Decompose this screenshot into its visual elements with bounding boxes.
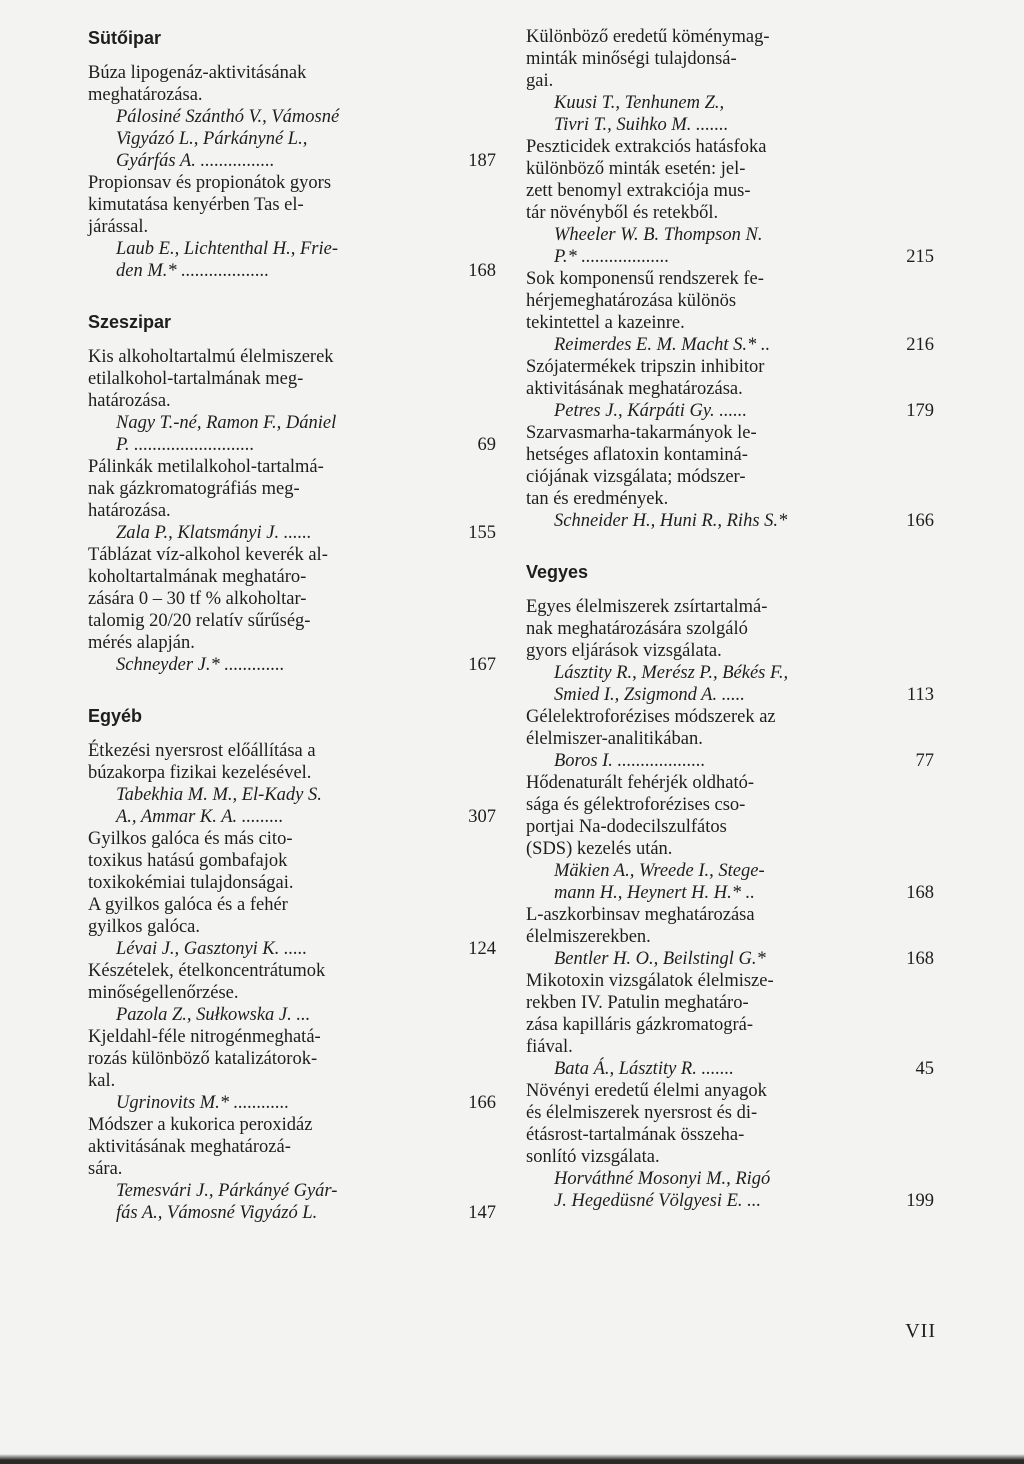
entry-page-number: 199 [906, 1191, 934, 1211]
entry-authors [526, 224, 882, 268]
entry-author-line: Bentler H. O., Beilstingl G.* [554, 949, 766, 969]
entry-authors-row [526, 92, 934, 136]
entry-page-number: 215 [906, 247, 934, 267]
entry-authors [526, 1168, 882, 1212]
entry-authors [526, 662, 882, 706]
entry-title [526, 356, 934, 400]
entry-title-line: Peszticidek extrakciós hatásfoka [526, 137, 767, 157]
entry-title-line: aktivitásának meghatározása. [526, 379, 743, 399]
entry-title-line: sára. [88, 1159, 123, 1179]
entry-title-line: toxikus hatású gombafajok [88, 851, 288, 871]
entry-authors [88, 412, 444, 456]
entry-title-line: gyors eljárások vizsgálata. [526, 641, 722, 661]
left-column [88, 26, 496, 1224]
entry-page-number: 307 [468, 807, 496, 827]
entry-authors-row [88, 1092, 496, 1114]
entry-title-line: élelmiszer-analitikában. [526, 729, 703, 749]
index-entry [526, 596, 934, 706]
entry-title-line: Növényi eredetű élelmi anyagok [526, 1081, 767, 1101]
entry-title-line: meghatározása. [88, 85, 203, 105]
index-entry [526, 772, 934, 904]
entry-title-line: járással. [88, 217, 149, 237]
entry-title-line: fiával. [526, 1037, 573, 1057]
page-number: VII [905, 1320, 936, 1342]
entry-authors [88, 1092, 444, 1114]
entry-title-line: minőségellenőrzése. [88, 983, 239, 1003]
entry-author-line: Tivri T., Suihko M. ....... [554, 115, 729, 135]
entry-page-number: 216 [906, 335, 934, 355]
entry-authors-row [526, 1058, 934, 1080]
entry-author-line: Lásztity R., Merész P., Békés F., [554, 663, 789, 683]
entry-title [88, 62, 496, 106]
entry-title-line: Különböző eredetű köménymag- [526, 27, 770, 47]
entry-page-number: 77 [915, 751, 934, 771]
entry-title-line: sága és gélektroforézises cso- [526, 795, 746, 815]
entry-title [526, 1080, 934, 1168]
entry-title-line: koholtartalmának meghatáro- [88, 567, 307, 587]
entry-title-line: rekben IV. Patulin meghatáro- [526, 993, 749, 1013]
entry-title-line: tan és eredmények. [526, 489, 669, 509]
index-entry [88, 346, 496, 456]
entry-title-line: zása kapilláris gázkromatográ- [526, 1015, 754, 1035]
entry-title-line: hetséges aflatoxin kontaminá- [526, 445, 748, 465]
entry-title-line: és élelmiszerek nyersrost és di- [526, 1103, 758, 1123]
index-entry [526, 136, 934, 268]
entry-author-line: Petres J., Kárpáti Gy. ...... [554, 401, 748, 421]
entry-title-line: mérés alapján. [88, 633, 195, 653]
index-entry [88, 740, 496, 828]
index-entry [526, 1080, 934, 1212]
index-entry [526, 706, 934, 772]
entry-authors [526, 334, 882, 356]
entry-title-line: Egyes élelmiszerek zsírtartalmá- [526, 597, 768, 617]
entry-authors-row [526, 948, 934, 970]
index-entry [526, 268, 934, 356]
index-entry [88, 1114, 496, 1224]
index-entry [526, 356, 934, 422]
entry-author-line: Bata Á., Lásztity R. ....... [554, 1059, 734, 1079]
entry-title [526, 268, 934, 334]
entry-title-line: tár növényből és retekből. [526, 203, 719, 223]
entry-author-line: Mäkien A., Wreede I., Stege- [554, 861, 765, 881]
entry-author-line: Gyárfás A. ................ [116, 151, 275, 171]
entry-authors-row [526, 860, 934, 904]
entry-page-number: 168 [906, 949, 934, 969]
entry-author-line: Reimerdes E. M. Macht S.* .. [554, 335, 771, 355]
entry-page-number: 168 [468, 261, 496, 281]
index-entry [88, 828, 496, 960]
entry-author-line: Laub E., Lichtenthal H., Frie- [116, 239, 338, 259]
entry-title [88, 346, 496, 412]
entry-title-line: (SDS) kezelés után. [526, 839, 673, 859]
entry-title-line: határozása. [88, 391, 171, 411]
entry-authors-row [526, 400, 934, 422]
entry-title-line: Módszer a kukorica peroxidáz [88, 1115, 313, 1135]
section-heading: Egyéb [88, 706, 143, 726]
entry-title-line: Készételek, ételkoncentrátumok [88, 961, 326, 981]
entry-author-line: Pálosiné Szánthó V., Vámosné [116, 107, 340, 127]
entry-author-line: fás A., Vámosné Vigyázó L. [116, 1203, 318, 1223]
entry-authors [88, 784, 444, 828]
entry-title-line: kimutatása kenyérben Tas el- [88, 195, 304, 215]
entry-title-line: nak gázkromatográfiás meg- [88, 479, 300, 499]
entry-page-number: 187 [468, 151, 496, 171]
entry-author-line: Pazola Z., Sułkowska J. ... [116, 1005, 311, 1025]
entry-title-line: nak meghatározására szolgáló [526, 619, 748, 639]
entry-authors-row [526, 1168, 934, 1212]
entry-authors [88, 522, 444, 544]
entry-title-line: A gyilkos galóca és a fehér [88, 895, 288, 915]
entry-authors-row [88, 1180, 496, 1224]
entry-authors [526, 1058, 882, 1080]
entry-title [88, 1114, 496, 1180]
entry-title [526, 422, 934, 510]
entry-author-line: J. Hegedüsné Völgyesi E. ... [554, 1191, 762, 1211]
entry-title-line: aktivitásának meghatározá- [88, 1137, 291, 1157]
section-heading: Sütőipar [88, 28, 162, 48]
index-entry [88, 1026, 496, 1114]
entry-page-number: 113 [906, 685, 934, 705]
entry-authors [88, 1180, 444, 1224]
entry-title [88, 172, 496, 238]
index-entry [88, 456, 496, 544]
entry-authors [526, 400, 882, 422]
entry-authors-row [88, 938, 496, 960]
entry-title-line: zett benomyl extrakciója mus- [526, 181, 751, 201]
entry-title-line: kal. [88, 1071, 116, 1091]
entry-authors-row [88, 412, 496, 456]
entry-page-number: 167 [468, 655, 496, 675]
entry-authors-row [88, 654, 496, 676]
entry-author-line: Wheeler W. B. Thompson N. [554, 225, 763, 245]
entry-title [526, 904, 934, 948]
entry-title-line: Gyilkos galóca és más cito- [88, 829, 293, 849]
entry-title [88, 960, 496, 1004]
entry-author-line: Schneider H., Huni R., Rihs S.* [554, 511, 788, 531]
entry-title-line: Pálinkák metilalkohol-tartalmá- [88, 457, 324, 477]
index-entry [88, 544, 496, 676]
entry-title-line: Étkezési nyersrost előállítása a [88, 741, 316, 761]
entry-title-line: étásrost-tartalmának összeha- [526, 1125, 745, 1145]
entry-authors [88, 106, 444, 172]
entry-title-line: ciójának vizsgálata; módszer- [526, 467, 746, 487]
entry-title-line: Mikotoxin vizsgálatok élelmisze- [526, 971, 774, 991]
entry-title-line: gai. [526, 71, 554, 91]
entry-authors [88, 238, 444, 282]
entry-title-line: Búza lipogenáz-aktivitásának [88, 63, 307, 83]
section-heading: Vegyes [526, 562, 589, 582]
entry-title-line: élelmiszerekben. [526, 927, 651, 947]
entry-title-line: minták minőségi tulajdonsá- [526, 49, 737, 69]
entry-author-line: Boros I. ................... [554, 751, 706, 771]
entry-title-line: Kjeldahl-féle nitrogénmeghatá- [88, 1027, 321, 1047]
entry-authors [88, 654, 444, 676]
entry-page-number: 166 [906, 511, 934, 531]
entry-author-line: Zala P., Klatsmányi J. ...... [116, 523, 312, 543]
entry-author-line: Temesvári J., Párkányé Gyár- [116, 1181, 338, 1201]
entry-title-line: Kis alkoholtartalmú élelmiszerek [88, 347, 334, 367]
entry-page-number: 179 [906, 401, 934, 421]
index-entry [88, 960, 496, 1026]
entry-authors-row [88, 1004, 496, 1026]
entry-author-line: Ugrinovits M.* ............ [116, 1093, 290, 1113]
index-entry [526, 26, 934, 136]
entry-authors-row [526, 750, 934, 772]
entry-author-line: Vigyázó L., Párkányné L., [116, 129, 308, 149]
entry-title [526, 26, 934, 92]
entry-title-line: portjai Na-dodecilszulfátos [526, 817, 727, 837]
entry-title [526, 970, 934, 1058]
entry-title [88, 740, 496, 784]
entry-title [88, 456, 496, 522]
entry-author-line: Horváthné Mosonyi M., Rigó [554, 1169, 771, 1189]
entry-author-line: Smied I., Zsigmond A. ..... [554, 685, 745, 705]
entry-page-number: 168 [906, 883, 934, 903]
entry-title-line: Szarvasmarha-takarmányok le- [526, 423, 757, 443]
section-heading: Szeszipar [88, 312, 172, 332]
entry-title-line: Sok komponensű rendszerek fe- [526, 269, 764, 289]
entry-author-line: den M.* ................... [116, 261, 270, 281]
entry-authors [526, 948, 882, 970]
entry-authors [526, 750, 882, 772]
entry-title-line: rozás különböző katalizátorok- [88, 1049, 318, 1069]
entry-page-number: 166 [468, 1093, 496, 1113]
entry-title-line: búzakorpa fizikai kezelésével. [88, 763, 312, 783]
entry-authors-row [526, 662, 934, 706]
entry-title-line: hérjemeghatározása különös [526, 291, 737, 311]
scan-edge [0, 1454, 1024, 1464]
entry-title-line: különböző minták esetén: jel- [526, 159, 746, 179]
entry-title-line: Táblázat víz-alkohol keverék al- [88, 545, 328, 565]
entry-title [88, 828, 496, 938]
entry-title [526, 772, 934, 860]
entry-title [88, 544, 496, 654]
entry-title-line: határozása. [88, 501, 171, 521]
entry-title [526, 596, 934, 662]
entry-title-line: toxikokémiai tulajdonságai. [88, 873, 294, 893]
index-entry [526, 422, 934, 532]
entry-authors-row [526, 224, 934, 268]
entry-title-line: zására 0 – 30 tf % alkoholtar- [88, 589, 307, 609]
entry-title-line: gyilkos galóca. [88, 917, 201, 937]
entry-authors-row [88, 106, 496, 172]
entry-authors-row [88, 522, 496, 544]
entry-authors-row [88, 238, 496, 282]
entry-title-line: tekintettel a kazeinre. [526, 313, 685, 333]
entry-author-line: A., Ammar K. A. ......... [116, 807, 284, 827]
entry-author-line: P. .......................... [116, 435, 255, 455]
entry-page-number: 124 [468, 939, 496, 959]
entry-author-line: P.* ................... [554, 247, 670, 267]
entry-title [88, 1026, 496, 1092]
entry-author-line: Kuusi T., Tenhunem Z., [554, 93, 725, 113]
entry-author-line: Lévai J., Gasztonyi K. ..... [116, 939, 308, 959]
entry-title-line: Hődenaturált fehérjék oldható- [526, 773, 755, 793]
entry-authors-row [88, 784, 496, 828]
entry-page-number: 69 [477, 435, 496, 455]
entry-authors-row [526, 510, 934, 532]
entry-authors [88, 1004, 444, 1026]
entry-authors [526, 510, 882, 532]
entry-authors-row [526, 334, 934, 356]
entry-author-line: Schneyder J.* ............. [116, 655, 285, 675]
entry-authors [526, 92, 882, 136]
entry-title-line: Szójatermékek tripszin inhibitor [526, 357, 765, 377]
entry-title-line: etilalkohol-tartalmának meg- [88, 369, 304, 389]
entry-title [526, 136, 934, 224]
entry-authors [526, 860, 882, 904]
entry-title-line: talomig 20/20 relatív sűrűség- [88, 611, 311, 631]
entry-title [526, 706, 934, 750]
entry-author-line: Nagy T.-né, Ramon F., Dániel [116, 413, 337, 433]
entry-author-line: mann H., Heynert H. H.* .. [554, 883, 755, 903]
entry-title-line: Propionsav és propionátok gyors [88, 173, 332, 193]
entry-title-line: Gélelektroforézises módszerek az [526, 707, 776, 727]
entry-author-line: Tabekhia M. M., El-Kady S. [116, 785, 322, 805]
right-column [526, 26, 934, 1212]
index-entry [88, 172, 496, 282]
entry-page-number: 45 [915, 1059, 934, 1079]
entry-title-line: L-aszkorbinsav meghatározása [526, 905, 755, 925]
entry-title-line: sonlító vizsgálata. [526, 1147, 660, 1167]
index-entry [526, 970, 934, 1080]
index-entry [88, 62, 496, 172]
entry-page-number: 147 [468, 1203, 496, 1223]
entry-authors [88, 938, 444, 960]
entry-page-number: 155 [468, 523, 496, 543]
index-entry [526, 904, 934, 970]
